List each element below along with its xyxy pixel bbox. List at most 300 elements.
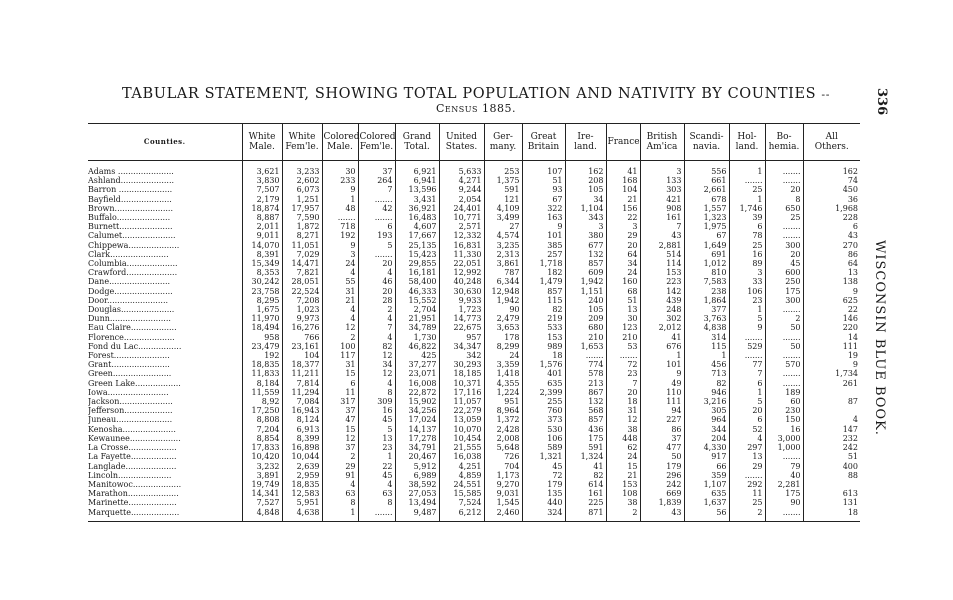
table-cell: 24 <box>606 268 640 277</box>
table-cell: 82 <box>522 305 565 314</box>
table-cell: 51 <box>606 296 640 305</box>
table-cell: 440 <box>522 498 565 507</box>
table-cell: 6 <box>729 415 765 424</box>
table-cell: 21,555 <box>439 443 484 452</box>
table-cell: 1 <box>684 351 729 360</box>
table-cell: 104 <box>606 185 640 194</box>
column-header <box>88 124 242 161</box>
table-cell: 2,179 <box>242 195 282 204</box>
table-cell: 11,057 <box>439 397 484 406</box>
table-row <box>88 268 860 277</box>
table-cell: 314 <box>684 333 729 342</box>
table-cell: 439 <box>640 296 684 305</box>
table-cell: 13 <box>729 452 765 461</box>
table-cell: 322 <box>522 204 565 213</box>
table-cell: 530 <box>522 425 565 434</box>
table-cell: ....... <box>358 250 395 259</box>
table-row <box>88 176 860 185</box>
county-name-cell: Columbia.................... <box>88 259 178 269</box>
table-cell: 6,913 <box>282 425 322 434</box>
table-cell: 4,638 <box>282 508 322 522</box>
table-cell: 91 <box>322 471 358 480</box>
table-row <box>88 489 860 498</box>
table-cell: 150 <box>765 415 803 424</box>
table-cell: 1,324 <box>565 452 606 461</box>
table-cell: 51 <box>803 452 860 461</box>
table-cell: 10,044 <box>282 452 322 461</box>
table-cell: 101 <box>522 231 565 240</box>
table-cell: 625 <box>803 296 860 305</box>
table-cell: 90 <box>765 498 803 507</box>
table-cell: 4 <box>358 268 395 277</box>
table-cell: ....... <box>358 195 395 204</box>
column-header <box>565 124 606 161</box>
table-cell: 10,420 <box>242 452 282 461</box>
table-cell: 192 <box>322 231 358 240</box>
column-header-line-1: British <box>646 132 678 142</box>
table-cell: 23 <box>358 443 395 452</box>
table-cell: 5 <box>358 425 395 434</box>
table-cell: 7,583 <box>684 277 729 286</box>
table-cell: ....... <box>765 351 803 360</box>
table-cell: 22,524 <box>282 287 322 296</box>
table-cell: 6,989 <box>395 471 439 480</box>
county-name-cell: Barron ..................... <box>88 185 173 195</box>
table-cell: 12,948 <box>484 287 522 296</box>
table-cell: 50 <box>640 452 684 461</box>
table-cell: 3,431 <box>395 195 439 204</box>
table-cell: 1,942 <box>565 277 606 286</box>
table-cell: 1,557 <box>684 204 729 213</box>
table-cell: 68 <box>606 287 640 296</box>
table-cell: 1,372 <box>484 415 522 424</box>
table-cell: 20 <box>765 250 803 259</box>
table-row <box>88 333 860 342</box>
column-header-line-2: land. <box>574 142 597 152</box>
table-cell: 105 <box>565 305 606 314</box>
table-cell: 16,831 <box>439 241 484 250</box>
table-cell: 106 <box>522 434 565 443</box>
table-cell: 114 <box>640 259 684 268</box>
table-cell: 857 <box>522 287 565 296</box>
table-cell: 38,592 <box>395 480 439 489</box>
table-cell: 3,359 <box>484 360 522 369</box>
table-cell: 30,242 <box>242 277 282 286</box>
table-cell: 385 <box>522 241 565 250</box>
table-cell: 8,391 <box>242 250 282 259</box>
table-cell: 15,585 <box>439 489 484 498</box>
table-cell: 82 <box>684 379 729 388</box>
table-cell: 15,423 <box>395 250 439 259</box>
table-cell: 1,224 <box>484 388 522 397</box>
table-row <box>88 443 860 452</box>
table-cell: 989 <box>522 342 565 351</box>
table-cell: 110 <box>640 388 684 397</box>
table-cell: 209 <box>565 314 606 323</box>
table-cell: 230 <box>765 406 803 415</box>
table-cell: 250 <box>765 277 803 286</box>
table-cell: 1,675 <box>242 305 282 314</box>
table-cell: 11,051 <box>282 241 322 250</box>
table-cell: 160 <box>606 277 640 286</box>
table-cell: ....... <box>729 471 765 480</box>
table-cell: 317 <box>322 397 358 406</box>
table-cell: ....... <box>765 452 803 461</box>
table-cell: 17,278 <box>395 434 439 443</box>
table-row <box>88 425 860 434</box>
table-cell: 21 <box>322 296 358 305</box>
table-cell: 34,791 <box>395 443 439 452</box>
table-cell: 377 <box>684 305 729 314</box>
table-cell: 74 <box>803 176 860 185</box>
table-cell: 12 <box>606 415 640 424</box>
table-cell: 17,957 <box>282 204 322 213</box>
table-cell: ....... <box>565 351 606 360</box>
table-cell: 425 <box>395 351 439 360</box>
table-cell: 232 <box>803 434 860 443</box>
table-cell: 24,401 <box>439 204 484 213</box>
column-header-line-2: Others. <box>814 142 849 152</box>
table-cell: 533 <box>522 323 565 332</box>
table-cell: 115 <box>522 296 565 305</box>
table-cell: 23,479 <box>242 342 282 351</box>
table-cell: 20 <box>358 259 395 268</box>
table-cell: 31 <box>322 287 358 296</box>
table-cell: ....... <box>322 213 358 222</box>
table-cell: 18 <box>606 397 640 406</box>
table-cell: 7 <box>640 222 684 231</box>
table-row <box>88 452 860 461</box>
table-cell: 248 <box>640 305 684 314</box>
table-cell: 175 <box>765 489 803 498</box>
table-cell: 89 <box>729 259 765 268</box>
table-row <box>88 480 860 489</box>
table-cell: 227 <box>640 415 684 424</box>
table-cell: 21,951 <box>395 314 439 323</box>
table-cell: 16,483 <box>395 213 439 222</box>
table-cell: 82 <box>358 342 395 351</box>
table-cell: 8,124 <box>282 415 322 424</box>
table-cell: 1,321 <box>522 452 565 461</box>
table-cell: 10,771 <box>439 213 484 222</box>
table-cell: 228 <box>803 213 860 222</box>
table-cell: 680 <box>565 323 606 332</box>
table-cell: ....... <box>765 508 803 522</box>
table-cell: 37 <box>358 161 395 177</box>
table-cell: 7 <box>358 185 395 194</box>
table-cell: 16,943 <box>282 406 322 415</box>
table-cell: 78 <box>729 231 765 240</box>
column-header <box>242 124 282 161</box>
table-cell: 2 <box>765 314 803 323</box>
table-cell: 1,107 <box>684 480 729 489</box>
table-cell: 40 <box>765 471 803 480</box>
table-cell: 12,583 <box>282 489 322 498</box>
table-row <box>88 360 860 369</box>
table-cell: 5 <box>729 314 765 323</box>
table-cell: 106 <box>729 287 765 296</box>
table-cell: 192 <box>242 351 282 360</box>
table-cell: 1,730 <box>395 333 439 342</box>
table-cell: 156 <box>606 204 640 213</box>
table-cell: 17,667 <box>395 231 439 240</box>
table-cell: 2,602 <box>282 176 322 185</box>
table-cell: 305 <box>684 406 729 415</box>
table-cell: 9,933 <box>439 296 484 305</box>
table-cell: 1,000 <box>765 443 803 452</box>
table-row <box>88 250 860 259</box>
table-row <box>88 388 860 397</box>
table-cell: 42 <box>358 204 395 213</box>
column-header-line-2: Male. <box>249 142 275 152</box>
table-cell: 1,653 <box>565 342 606 351</box>
table-cell: 253 <box>484 161 522 177</box>
table-cell: 46 <box>358 277 395 286</box>
table-cell: 2,008 <box>484 434 522 443</box>
table-cell: 1,746 <box>729 204 765 213</box>
table-cell: 718 <box>322 222 358 231</box>
table-cell: 9,973 <box>282 314 322 323</box>
table-cell: 8,299 <box>484 342 522 351</box>
table-cell: 373 <box>522 415 565 424</box>
table-cell: 380 <box>565 231 606 240</box>
table-cell: 15,349 <box>242 259 282 268</box>
table-cell: 12,332 <box>439 231 484 240</box>
table-cell: 3 <box>565 222 606 231</box>
table-cell: 20 <box>606 241 640 250</box>
table-cell: 456 <box>684 360 729 369</box>
column-header-line-1: Grand <box>402 132 432 142</box>
table-cell: 14,137 <box>395 425 439 434</box>
table-cell: 669 <box>640 489 684 498</box>
table-row <box>88 231 860 240</box>
table-cell: 4,574 <box>484 231 522 240</box>
table-cell: 115 <box>684 342 729 351</box>
table-cell: 101 <box>640 360 684 369</box>
table-cell: 4,109 <box>484 204 522 213</box>
column-header-line-2: Total. <box>404 142 430 152</box>
county-name-cell: Jefferson................... <box>88 406 173 416</box>
table-row <box>88 161 860 177</box>
table-cell: 3 <box>640 161 684 177</box>
table-cell: 8 <box>358 388 395 397</box>
table-cell: 13,494 <box>395 498 439 507</box>
column-header-line-2: many. <box>489 142 517 152</box>
table-cell: 6,073 <box>282 185 322 194</box>
table-cell: 34 <box>358 360 395 369</box>
table-cell: 1 <box>322 195 358 204</box>
column-header-line-2: hemia. <box>768 142 800 152</box>
table-cell: 300 <box>765 241 803 250</box>
table-cell: 1,637 <box>684 498 729 507</box>
table-cell: 45 <box>522 462 565 471</box>
table-cell: 8,353 <box>242 268 282 277</box>
table-cell: 24,551 <box>439 480 484 489</box>
county-name-cell: Calumet..................... <box>88 231 176 241</box>
table-row <box>88 379 860 388</box>
table-cell: 47 <box>322 415 358 424</box>
table-cell: 46,822 <box>395 342 439 351</box>
county-name-cell: Bayfield.................... <box>88 194 172 204</box>
table-cell: 138 <box>803 277 860 286</box>
table-cell: 79 <box>765 462 803 471</box>
table-cell: 261 <box>803 379 860 388</box>
table-cell: 1,576 <box>522 360 565 369</box>
table-cell: 77 <box>729 360 765 369</box>
column-header <box>522 124 565 161</box>
table-cell: 20 <box>729 406 765 415</box>
table-cell: 45 <box>358 415 395 424</box>
table-cell: 18,835 <box>242 360 282 369</box>
table-cell: 22,279 <box>439 406 484 415</box>
column-header-line-2: Britain <box>527 142 560 152</box>
table-cell: 11,970 <box>242 314 282 323</box>
county-name-cell: Eau Claire.................. <box>88 323 177 333</box>
table-cell: 7,507 <box>242 185 282 194</box>
table-cell: 11,330 <box>439 250 484 259</box>
table-cell: 108 <box>606 489 640 498</box>
table-cell: 704 <box>484 462 522 471</box>
table-cell: 22 <box>358 462 395 471</box>
table-cell: 40,248 <box>439 277 484 286</box>
table-cell: 5,912 <box>395 462 439 471</box>
table-cell: 14,773 <box>439 314 484 323</box>
table-cell: 64 <box>803 259 860 268</box>
table-cell: 359 <box>684 471 729 480</box>
table-cell: 37 <box>322 443 358 452</box>
table-cell: 7 <box>729 369 765 378</box>
table-cell: 9 <box>803 287 860 296</box>
table-cell: 7,527 <box>242 498 282 507</box>
table-cell: 111 <box>640 397 684 406</box>
table-cell: 436 <box>565 425 606 434</box>
table-cell: 4 <box>729 434 765 443</box>
page-subtitle: Census 1885. <box>436 102 516 115</box>
table-cell: ....... <box>765 379 803 388</box>
table-cell: 589 <box>522 443 565 452</box>
table-cell: 25 <box>729 498 765 507</box>
table-cell: 16,038 <box>439 452 484 461</box>
title-text: TABULAR STATEMENT, SHOWING TOTAL POPULATION AND NATIVITY BY COUNTIES <box>121 86 817 102</box>
table-cell: 161 <box>640 213 684 222</box>
county-name-cell: Dane........................ <box>88 277 171 287</box>
county-name-cell: Douglas..................... <box>88 305 175 315</box>
column-header-line-1: All <box>825 132 838 142</box>
table-cell: 10,070 <box>439 425 484 434</box>
table-cell <box>803 406 860 415</box>
table-cell: 609 <box>565 268 606 277</box>
table-row <box>88 241 860 250</box>
table-cell: 22 <box>803 305 860 314</box>
table-cell: 43 <box>640 508 684 522</box>
table-cell: 17,250 <box>242 406 282 415</box>
table-cell: 34,256 <box>395 406 439 415</box>
table-cell: 8,184 <box>242 379 282 388</box>
table-cell: 2,011 <box>242 222 282 231</box>
table-cell: 162 <box>565 161 606 177</box>
table-cell: ....... <box>765 231 803 240</box>
table-cell: ....... <box>765 222 803 231</box>
title-dash: -- <box>821 88 831 101</box>
table-cell: 958 <box>242 333 282 342</box>
county-name-cell: Jackson..................... <box>88 397 173 407</box>
table-cell: 1,323 <box>684 213 729 222</box>
table-cell: ....... <box>765 369 803 378</box>
table-cell: 343 <box>565 213 606 222</box>
table-cell: 46,333 <box>395 287 439 296</box>
table-cell: 219 <box>522 314 565 323</box>
table-cell: 4,330 <box>684 443 729 452</box>
table-cell: ....... <box>765 161 803 177</box>
table-cell: 240 <box>565 296 606 305</box>
table-row <box>88 508 860 522</box>
table-cell: 30 <box>322 161 358 177</box>
table-cell: 15,552 <box>395 296 439 305</box>
table-cell: 93 <box>522 185 565 194</box>
table-cell: 131 <box>803 498 860 507</box>
table-cell: 67 <box>684 231 729 240</box>
table-cell: 556 <box>684 161 729 177</box>
table-cell: ....... <box>765 176 803 185</box>
table-cell: 168 <box>606 176 640 185</box>
column-header <box>322 124 358 161</box>
table-cell: 3 <box>322 250 358 259</box>
table-cell: 3,653 <box>484 323 522 332</box>
table-cell: 951 <box>484 397 522 406</box>
table-cell: 39 <box>729 213 765 222</box>
table-cell: 568 <box>565 406 606 415</box>
table-cell: 3,235 <box>484 241 522 250</box>
table-cell: 1,649 <box>684 241 729 250</box>
table-row <box>88 195 860 204</box>
table-cell: 53 <box>606 342 640 351</box>
table-cell: 3,232 <box>242 462 282 471</box>
table-cell: 1,545 <box>484 498 522 507</box>
table-row <box>88 415 860 424</box>
table-cell: 3,499 <box>484 213 522 222</box>
table-cell: 24 <box>606 452 640 461</box>
table-cell: 4 <box>358 314 395 323</box>
table-cell: 9 <box>729 323 765 332</box>
table-cell: 17,116 <box>439 388 484 397</box>
table-row <box>88 204 860 213</box>
table-cell: 529 <box>729 342 765 351</box>
table-row <box>88 462 860 471</box>
column-header-line-1: Ger- <box>493 132 513 142</box>
table-cell: 105 <box>565 185 606 194</box>
table-cell: 29 <box>322 462 358 471</box>
table-cell: 9 <box>803 360 860 369</box>
table-cell: 31 <box>606 406 640 415</box>
table-cell: 27,053 <box>395 489 439 498</box>
table-cell: 15,902 <box>395 397 439 406</box>
table-cell: ....... <box>358 213 395 222</box>
table-cell: 210 <box>565 333 606 342</box>
table-cell: 4 <box>322 314 358 323</box>
table-header-row <box>88 124 860 161</box>
table-cell: 107 <box>522 161 565 177</box>
county-name-cell: Fond du Lac................. <box>88 341 182 351</box>
table-cell: 16,181 <box>395 268 439 277</box>
column-header-line-2: Male. <box>327 142 353 152</box>
table-cell: 133 <box>640 176 684 185</box>
table-cell: 4,271 <box>439 176 484 185</box>
column-header-line-2: Fem'le. <box>285 142 319 152</box>
table-cell: 1 <box>640 351 684 360</box>
table-cell: 19,749 <box>242 480 282 489</box>
table-cell: 82 <box>565 471 606 480</box>
table-cell: 208 <box>565 176 606 185</box>
